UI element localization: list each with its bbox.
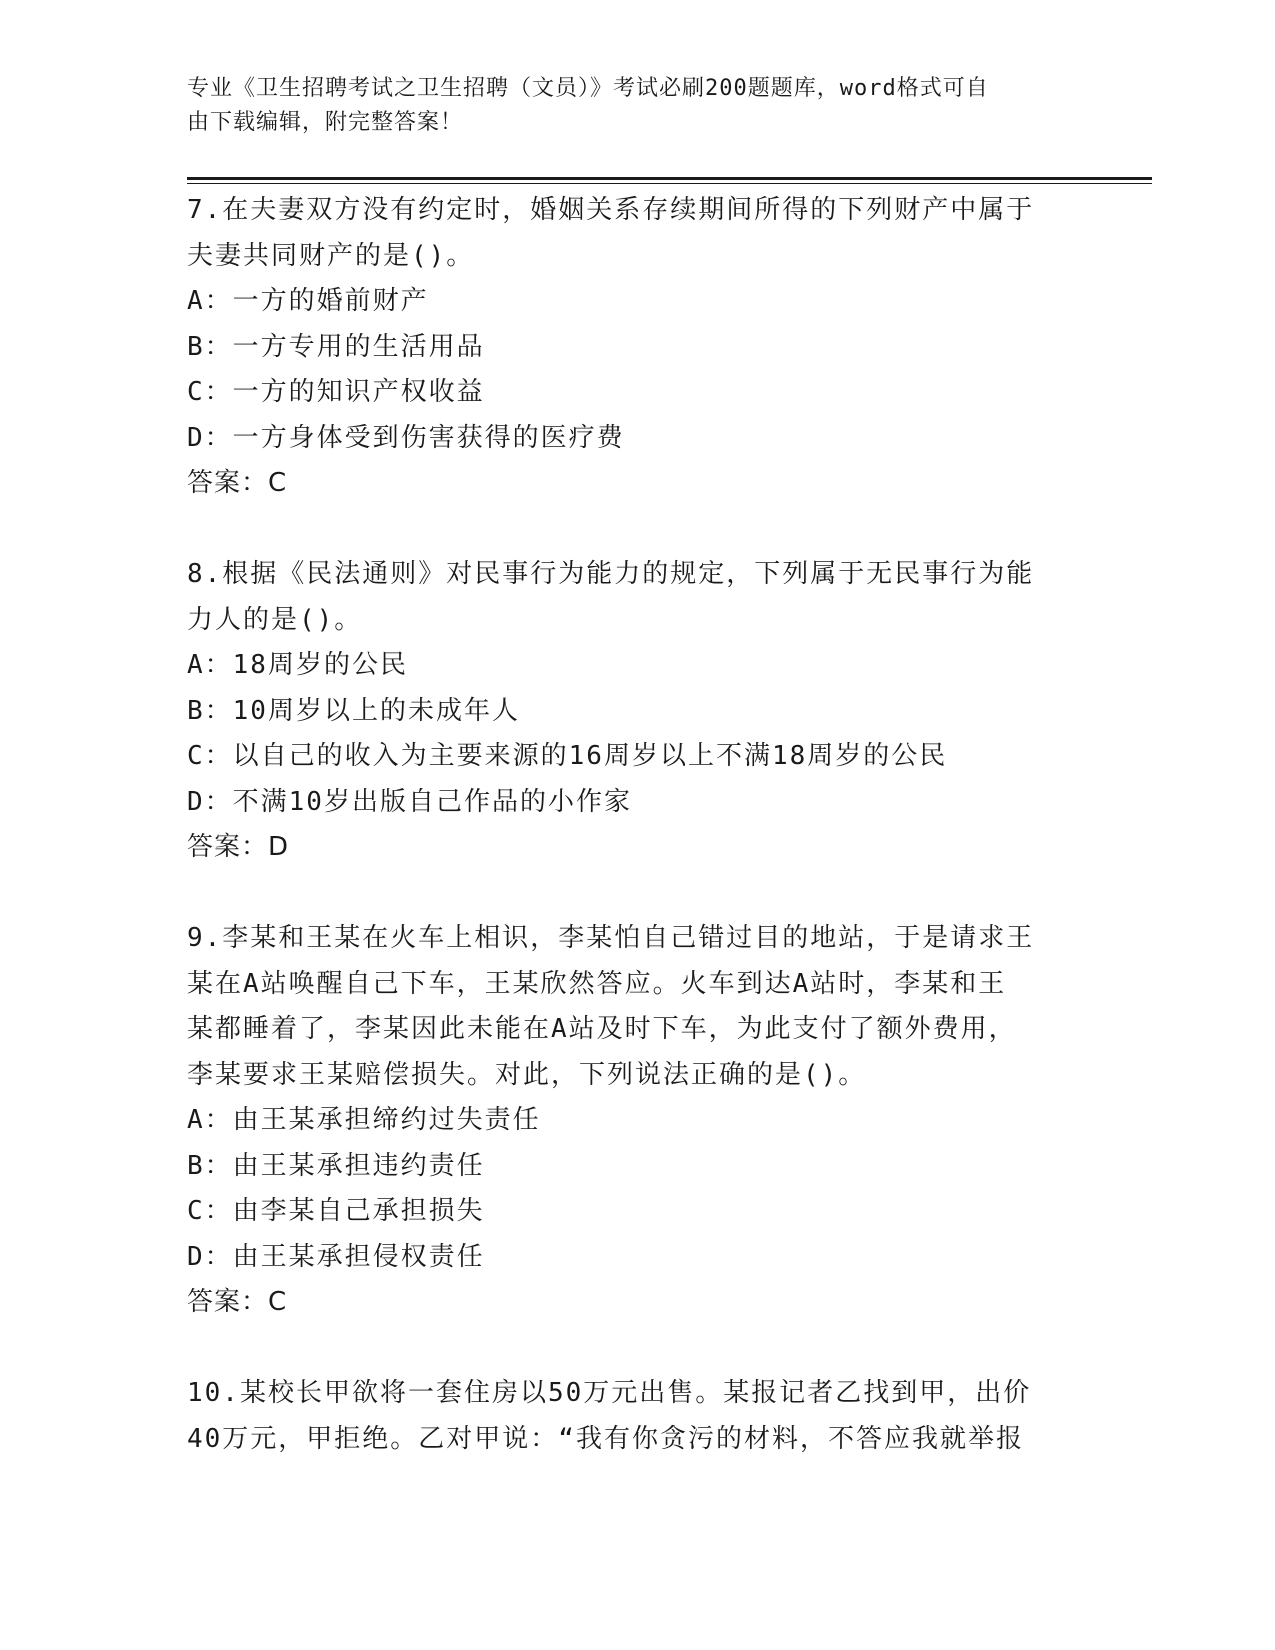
option-b: B：由王某承担违约责任 — [187, 1150, 485, 1181]
answer-label: 答案：D — [187, 832, 290, 862]
document-header — [187, 72, 1067, 140]
question-stem-line: 8.根据《民法通则》对民事行为能力的规定，下列属于无民事行为能 — [187, 559, 1035, 589]
question-stem-line: 10.某校长甲欲将一套住房以50万元出售。某报记者乙找到甲，出价 — [187, 1378, 1032, 1408]
question-stem-line: 某都睡着了，李某因此未能在A站及时下车，为此支付了额外费用， — [187, 1014, 1017, 1044]
header-rule-thick — [187, 177, 1152, 180]
question-stem-line: 力人的是()。 — [187, 604, 363, 635]
option-c: C：一方的知识产权收益 — [187, 377, 485, 407]
question-9 — [187, 916, 1087, 1326]
question-stem-line: 夫妻共同财产的是()。 — [187, 240, 475, 271]
question-gap — [187, 871, 1087, 917]
option-a: A：18周岁的公民 — [187, 650, 408, 680]
question-stem-line: 9.李某和王某在火车上相识，李某怕自己错过目的地站，于是请求王 — [187, 923, 1035, 953]
option-a: A：一方的婚前财产 — [187, 286, 429, 316]
question-stem-line: 李某要求王某赔偿损失。对此，下列说法正确的是()。 — [187, 1059, 867, 1090]
question-10 — [187, 1371, 1087, 1462]
question-7 — [187, 188, 1087, 507]
question-stem-line: 某在A站唤醒自己下车，王某欣然答应。火车到达A站时，李某和王 — [187, 968, 1007, 999]
option-b: B：10周岁以上的未成年人 — [187, 695, 520, 726]
option-d: D：不满10岁出版自己作品的小作家 — [187, 786, 632, 817]
answer-label: 答案：C — [187, 1287, 288, 1317]
header-rule-thin — [187, 183, 1152, 184]
question-gap — [187, 1326, 1087, 1372]
option-c: C：以自己的收入为主要来源的16周岁以上不满18周岁的公民 — [187, 741, 948, 771]
answer-label: 答案：C — [187, 468, 288, 498]
header-line-1: 专业《卫生招聘考试之卫生招聘（文员）》考试必刷200题题库，word格式可自 — [187, 76, 989, 101]
option-d: D：一方身体受到伤害获得的医疗费 — [187, 422, 625, 453]
question-stem-line: 40万元，甲拒绝。乙对甲说：“我有你贪污的材料，不答应我就举报 — [187, 1423, 1024, 1454]
option-d: D：由王某承担侵权责任 — [187, 1241, 485, 1272]
option-b: B：一方专用的生活用品 — [187, 331, 485, 362]
question-8 — [187, 552, 1087, 871]
option-c: C：由李某自己承担损失 — [187, 1196, 485, 1226]
header-line-2: 由下载编辑，附完整答案！ — [187, 110, 464, 135]
question-stem-line: 7.在夫妻双方没有约定时，婚姻关系存续期间所得的下列财产中属于 — [187, 195, 1035, 225]
question-gap — [187, 507, 1087, 553]
question-list — [187, 188, 1087, 1462]
option-a: A：由王某承担缔约过失责任 — [187, 1105, 541, 1135]
